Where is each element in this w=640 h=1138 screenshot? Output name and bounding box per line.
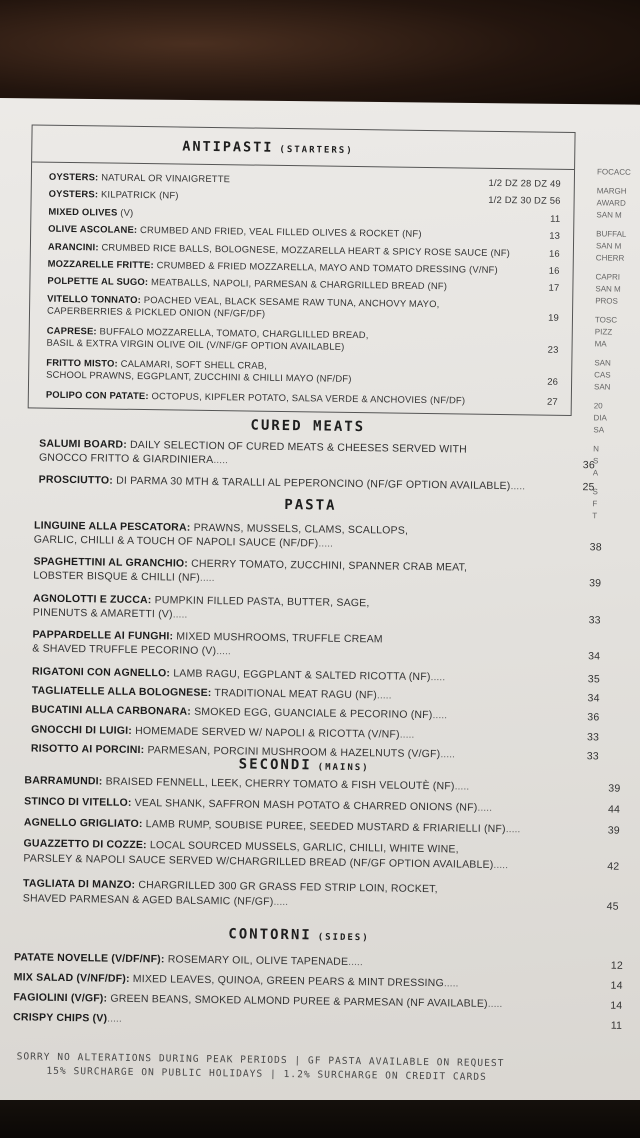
item-description: MIXED LEAVES, QUINOA, GREEN PEARS & MINT DRESSING: [129, 972, 444, 990]
menu-item: [24, 815, 620, 838]
right-column-fragment: SAN M: [595, 284, 621, 294]
item-description: CRUMBED & FRIED MOZZARELLA, MAYO AND TOMATO DRESSING (V/NF): [153, 259, 498, 275]
leader-dots: .....: [432, 709, 448, 722]
item-price: 33: [586, 749, 599, 763]
item-name: PROSCIUTTO:: [38, 473, 114, 487]
menu-item: [32, 684, 600, 706]
right-column-fragment: SAN M: [595, 241, 622, 251]
item-description: PRAWNS, MUSSELS, CLAMS, SCALLOPS,: [190, 521, 409, 537]
footer-note-line1: SORRY NO ALTERATIONS DURING PEAK PERIODS | GF PASTA AVAILABLE ON REQUEST: [16, 1051, 505, 1070]
item-name: LINGUINE ALLA PESCATORA:: [33, 519, 191, 534]
leader-dots: .....: [493, 858, 509, 872]
leader-dots: .....: [318, 537, 334, 550]
item-name: RISOTTO AI PORCINI:: [30, 742, 145, 756]
item-description-line2: & SHAVED TRUFFLE PECORINO (V): [32, 642, 217, 658]
item-description: DI PARMA 30 MTH & TARALLI AL PEPERONCINO (NF/GF OPTION AVAILABLE): [112, 474, 511, 493]
section-subtitle: (MAINS): [317, 762, 370, 774]
item-price: 44: [607, 803, 621, 816]
item-price: 33: [588, 614, 601, 627]
table-background-top: [0, 0, 640, 110]
menu-item: [39, 473, 595, 495]
item-description: CRUMBED RICE BALLS, BOLOGNESE, MOZZARELLA HEART & SPICY ROSE SAUCE (NF): [98, 240, 511, 258]
right-column-fragment: S: [592, 487, 598, 497]
item-description: PUMPKIN FILLED PASTA, BUTTER, SAGE,: [151, 594, 370, 610]
menu-item: [33, 591, 601, 627]
item-description: (V): [117, 206, 134, 218]
right-column-fragment: N: [593, 444, 600, 454]
right-column-fragment: TOSC: [594, 315, 618, 325]
item-description: CRUMBED AND FRIED, VEAL FILLED OLIVES & ROCKET (NF): [137, 224, 422, 240]
item-price: 17: [548, 282, 560, 294]
leader-dots: .....: [443, 977, 459, 990]
item-price: 45: [606, 900, 619, 913]
menu-item: [39, 437, 595, 473]
item-description: KILPATRICK (NF): [98, 188, 179, 201]
contorni-heading: [228, 926, 370, 944]
leader-dots: .....: [510, 480, 526, 493]
menu-item: [31, 703, 599, 725]
item-price: 42: [607, 860, 620, 873]
right-column-fragment: CAS: [594, 370, 611, 380]
leader-dots: .....: [440, 747, 456, 761]
item-name: FAGIOLINI (V/GF):: [13, 991, 108, 1005]
right-column-fragment: CHERR: [595, 253, 625, 263]
leader-dots: .....: [399, 728, 415, 741]
leader-dots: .....: [172, 608, 188, 621]
item-name: PATATE NOVELLE (V/DF/NF):: [13, 951, 165, 966]
item-description-line2: SHAVED PARMESAN & AGED BALSAMIC (NF/GF): [22, 892, 274, 908]
menu-item: [13, 1010, 622, 1033]
section-title: SECONDI: [238, 756, 312, 774]
item-price: 34: [588, 650, 601, 663]
menu-item: [32, 664, 600, 686]
leader-dots: .....: [213, 454, 229, 467]
item-price: 19: [548, 311, 560, 323]
item-name: OYSTERS:: [48, 170, 99, 183]
item-name: SPAGHETTINI AL GRANCHIO:: [33, 555, 189, 571]
item-description: BRAISED FENNELL, LEEK, CHERRY TOMATO & FISH VELOUTÈ (NF): [102, 775, 455, 793]
item-price: 36: [587, 711, 600, 724]
right-column-fragment: SAN M: [596, 210, 622, 220]
right-column-fragment: T: [592, 511, 598, 521]
item-price: 16: [548, 264, 560, 276]
item-name: MOZZARELLE FRITTE:: [47, 257, 154, 271]
right-column-fragment: DIA: [593, 413, 607, 423]
right-column-fragment: SAN: [593, 382, 611, 392]
section-title: PASTA: [284, 497, 337, 514]
right-column-fragment: AWARD: [596, 198, 626, 208]
item-description-line2: PARSLEY & NAPOLI SAUCE SERVED W/CHARGRILLED BREAD (NF/GF OPTION AVAILABLE): [23, 852, 494, 871]
item-price: 14: [610, 979, 623, 992]
item-price: 39: [589, 577, 602, 590]
item-price: 39: [608, 782, 621, 795]
item-price: 33: [586, 730, 600, 743]
item-description: POACHED VEAL, BLACK SESAME RAW TUNA, ANCHOVY MAYO,: [140, 293, 440, 309]
item-description: MIXED MUSHROOMS, TRUFFLE CREAM: [173, 630, 383, 646]
item-name: RIGATONI CON AGNELLO:: [31, 665, 171, 680]
menu-sheet: [0, 98, 640, 1107]
item-description: DAILY SELECTION OF CURED MEATS & CHEESES SERVED WITH: [126, 438, 468, 456]
pasta-heading: [284, 497, 336, 514]
item-name: POLIPO CON PATATE:: [45, 388, 149, 401]
item-description: SMOKED EGG, GUANCIALE & PECORINO (NF): [190, 706, 433, 722]
leader-dots: .....: [107, 1012, 122, 1025]
menu-item: [23, 836, 619, 874]
item-price: 23: [547, 343, 559, 355]
item-description: PARMESAN, PORCINI MUSHROOM & HAZELNUTS (V/GF): [144, 743, 441, 760]
item-description-line2: SCHOOL PRAWNS, EGGPLANT, ZUCCHINI & CHILLI MAYO (NF/DF): [46, 368, 352, 384]
item-description-line2: PINENUTS & AMARETTI (V): [32, 606, 173, 621]
item-name: TAGLIATELLE ALLA BOLOGNESE:: [31, 684, 212, 700]
item-name: CRISPY CHIPS (V): [13, 1011, 108, 1025]
item-description: OCTOPUS, KIPFLER POTATO, SALSA VERDE & ANCHOVIES (NF/DF): [148, 389, 466, 406]
item-price: 11: [610, 1019, 623, 1032]
item-name: BARRAMUNDI:: [24, 774, 103, 788]
menu-item: [23, 876, 619, 914]
antipasti-heading: [182, 139, 354, 157]
item-description: HOMEMADE SERVED W/ NAPOLI & RICOTTA (V/NF): [131, 724, 400, 741]
item-name: POLPETTE AL SUGO:: [47, 275, 149, 288]
item-description-line2: LOBSTER BISQUE & CHILLI (NF): [33, 569, 201, 585]
item-price: 38: [589, 541, 602, 554]
item-name: MIX SALAD (V/NF/DF):: [13, 971, 130, 985]
item-price: 13: [549, 229, 561, 242]
right-column-fragment: F: [592, 499, 598, 509]
footer-note-line2: 15% SURCHARGE ON PUBLIC HOLIDAYS | 1.2% SURCHARGE ON CREDIT CARDS: [46, 1065, 487, 1083]
item-name: BUCATINI ALLA CARBONARA:: [31, 703, 192, 719]
leader-dots: .....: [216, 645, 231, 658]
item-price: 12: [610, 959, 624, 972]
menu-item: [31, 722, 599, 744]
item-price: 26: [547, 375, 559, 387]
item-price: 16: [548, 247, 560, 259]
item-description-line2: GNOCCO FRITTO & GIARDINIERA: [38, 451, 214, 467]
item-name: ARANCINI:: [47, 240, 99, 252]
right-column-fragment: CAPRI: [595, 272, 621, 282]
right-column-fragment: SAN: [594, 358, 611, 368]
leader-dots: .....: [430, 670, 446, 684]
item-price: 35: [587, 673, 601, 686]
item-description: VEAL SHANK, SAFFRON MASH POTATO & CHARRED ONIONS (NF): [131, 796, 478, 814]
item-price: 34: [587, 692, 600, 705]
item-description: BUFFALO MOZZARELLA, TOMATO, CHARGLILLED BREAD,: [96, 325, 369, 340]
menu-item: [34, 519, 602, 555]
leader-dots: .....: [273, 895, 289, 908]
section-title: CURED MEATS: [250, 417, 366, 436]
item-description: LAMB RUMP, SOUBISE PUREE, SEEDED MUSTARD & FRIARIELLI (NF): [142, 818, 506, 836]
section-title: ANTIPASTI: [182, 138, 274, 156]
item-description-line2: CAPERBERRIES & PICKLED ONION (NF/GF/DF): [46, 304, 266, 319]
menu-item: [14, 970, 623, 993]
item-name: AGNOLOTTI E ZUCCA:: [32, 592, 152, 607]
item-name: MIXED OLIVES: [48, 205, 118, 218]
right-column-fragment: BUFFAL: [596, 229, 627, 239]
item-name: PAPPARDELLE AI FUNGHI:: [32, 628, 174, 643]
item-name: SALUMI BOARD:: [39, 437, 128, 451]
right-column-fragment: MARGH: [596, 186, 627, 196]
leader-dots: .....: [505, 823, 521, 836]
item-name: AGNELLO GRIGLIATO:: [23, 816, 143, 831]
leader-dots: .....: [454, 780, 470, 793]
item-name: STINCO DI VITELLO:: [24, 795, 132, 809]
item-name: OYSTERS:: [48, 188, 99, 200]
section-title: CONTORNI: [228, 926, 312, 944]
item-name: CAPRESE:: [46, 324, 97, 337]
right-column-fragment: A: [592, 468, 599, 478]
item-description: LOCAL SOURCED MUSSELS, GARLIC, CHILLI, WHITE WINE,: [146, 839, 459, 856]
menu-item: [24, 773, 620, 796]
right-column-fragment: FOCACC: [596, 167, 631, 177]
leader-dots: .....: [348, 955, 363, 969]
item-description: GREEN BEANS, SMOKED ALMOND PUREE & PARMESAN (NF AVAILABLE): [107, 992, 488, 1010]
menu-item: [24, 794, 620, 817]
item-description: NATURAL OR VINAIGRETTE: [98, 171, 231, 185]
right-column-fragment: MA: [594, 339, 607, 349]
leader-dots: .....: [477, 801, 493, 814]
leader-dots: .....: [199, 572, 215, 585]
right-column-fragment: PROS: [595, 296, 618, 306]
section-subtitle: (SIDES): [317, 932, 370, 944]
right-column-fragment: PIZZ: [594, 327, 613, 337]
item-name: FRITTO MISTO:: [46, 356, 118, 369]
item-description: CHERRY TOMATO, ZUCCHINI, SPANNER CRAB MEAT,: [187, 558, 468, 575]
item-name: OLIVE ASCOLANE:: [48, 222, 138, 236]
item-price: 1/2 DZ 30 DZ 56: [488, 194, 561, 207]
leader-dots: .....: [376, 689, 392, 702]
item-price: 1/2 DZ 28 DZ 49: [488, 176, 561, 189]
leader-dots: .....: [487, 997, 503, 1011]
cured-meats-heading: [250, 418, 365, 436]
secondi-heading: [239, 756, 370, 774]
item-description: TRADITIONAL MEAT RAGU (NF): [211, 687, 378, 702]
item-description: LAMB RAGU, EGGPLANT & SALTED RICOTTA (NF): [170, 667, 431, 683]
item-description: CHARGRILLED 300 GR GRASS FED STRIP LOIN, ROCKET,: [135, 878, 438, 896]
item-price: 25: [582, 481, 595, 494]
item-name: GUAZZETTO DI COZZE:: [23, 837, 147, 852]
antipasti-title-divider: [32, 161, 574, 170]
item-description: CALAMARI, SOFT SHELL CRAB,: [117, 357, 268, 371]
right-column-fragment: 20: [593, 401, 603, 411]
item-name: VITELLO TONNATO:: [47, 292, 142, 305]
item-name: TAGLIATA DI MANZO:: [22, 877, 136, 891]
menu-item: [33, 555, 601, 591]
right-column-fragment: S: [592, 456, 599, 466]
item-price: 11: [550, 212, 561, 224]
item-name: GNOCCHI DI LUIGI:: [31, 723, 133, 737]
section-subtitle: (STARTERS): [279, 144, 354, 156]
menu-item: [32, 628, 600, 664]
item-description-line2: GARLIC, CHILLI & A TOUCH OF NAPOLI SAUCE (NF/DF): [33, 533, 319, 550]
item-price: 27: [546, 395, 558, 407]
right-column-fragment: SA: [593, 425, 605, 435]
item-price: 36: [582, 459, 596, 472]
item-description-line2: BASIL & EXTRA VIRGIN OLIVE OIL (V/NF/GF OPTION AVAILABLE): [46, 336, 345, 352]
item-price: 39: [607, 824, 620, 837]
menu-item: [13, 990, 622, 1013]
menu-item: [14, 950, 623, 973]
item-description: ROSEMARY OIL, OLIVE TAPENADE: [164, 953, 349, 968]
item-description: MEATBALLS, NAPOLI, PARMESAN & CHARGRILLED BREAD (NF): [148, 276, 448, 292]
item-price: 14: [610, 999, 623, 1012]
